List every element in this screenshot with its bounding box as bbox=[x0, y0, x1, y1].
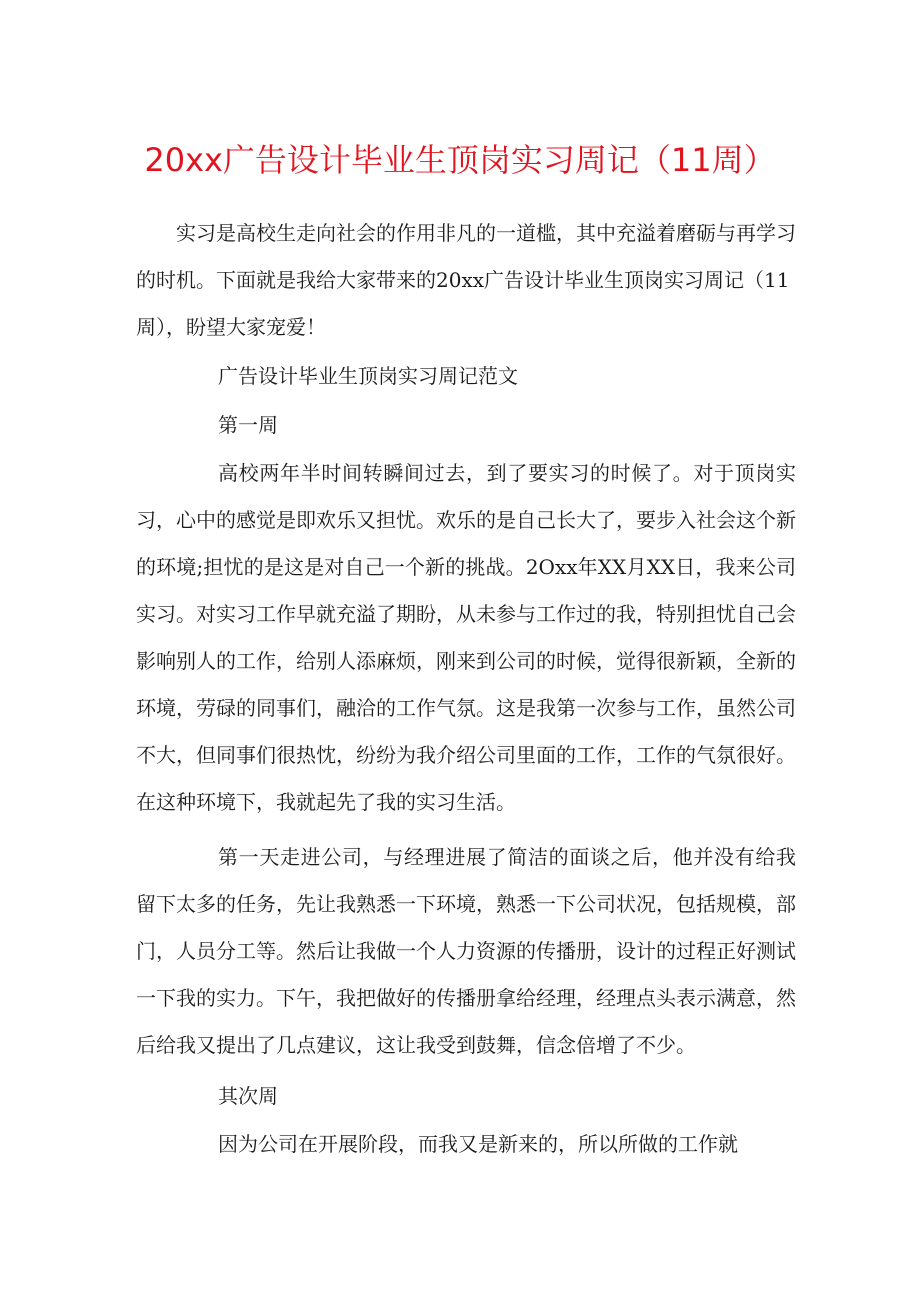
week2-heading: 其次周 bbox=[218, 1084, 278, 1108]
week1-paragraph-1: 高校两年半时间转瞬间过去，到了要实习的时候了。对于顶岗实习，心中的感觉是即欢乐又担忧。欢乐的是自己长大了，要步入社会这个新的环境;担忧的是这是对自己一个新的挑战。2Oxx年XX月XX日，我来公司实习。对实习工作早就充溢了期盼，从未参与工作过的我，特别担忧自己会影响别人的工作，给别人添麻烦，刚来到公司的时候，觉得很新颖，全新的环境，劳碌的同事们，融洽的工作气氛。这是我第一次参与工作，虽然公司不大，但同事们很热忱，纷纷为我介绍公司里面的工作，工作的气氛很好。在这种环境下，我就起先了我的实习生活。 bbox=[136, 461, 796, 814]
week1-paragraph-2: 第一天走进公司，与经理进展了简洁的面谈之后，他并没有给我留下太多的任务，先让我熟悉一下环境，熟悉一下公司状况，包括规模，部门，人员分工等。然后让我做一个人力资源的传播册，设计的过程正好测试一下我的实力。下午，我把做好的传播册拿给经理，经理点头表示满意，然后给我又提出了几点建议，这让我受到鼓舞，信念倍增了不少。 bbox=[136, 845, 796, 1057]
intro-paragraph: 实习是高校生走向社会的作用非凡的一道槛，其中充溢着磨砺与再学习的时机。下面就是我给大家带来的20xx广告设计毕业生顶岗实习周记（11周），盼望大家宠爱！ bbox=[136, 221, 796, 339]
document-title: 20xx广告设计毕业生顶岗实习周记（11周） bbox=[144, 141, 776, 179]
section-title: 广告设计毕业生顶岗实习周记范文 bbox=[218, 364, 518, 388]
week2-paragraph-1: 因为公司在开展阶段，而我又是新来的，所以所做的工作就 bbox=[218, 1132, 738, 1156]
week1-heading: 第一周 bbox=[218, 413, 278, 437]
